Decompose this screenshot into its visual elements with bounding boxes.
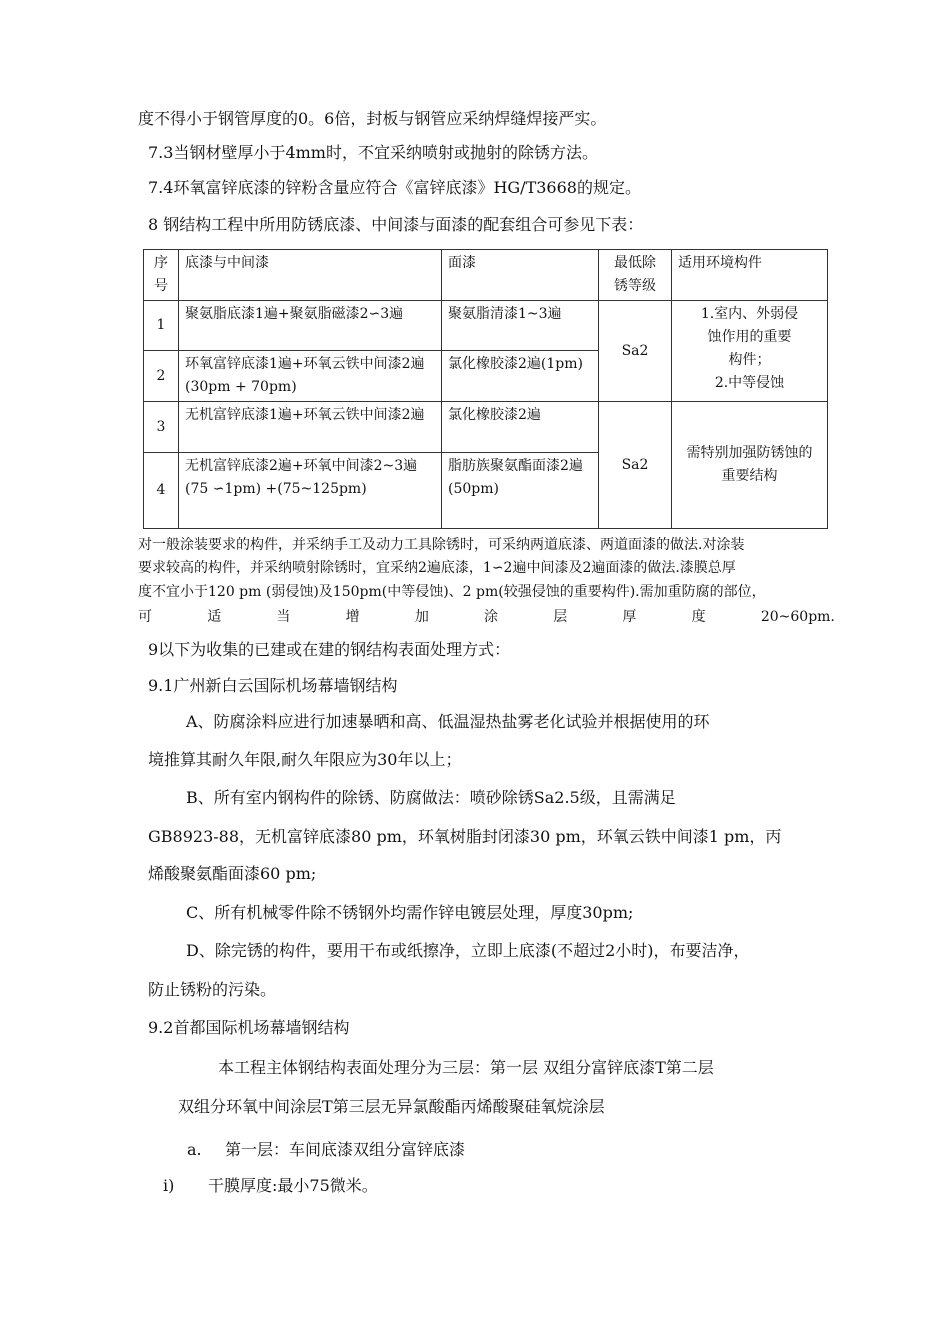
text-line: C、所有机械零件除不锈钢外均需作锌电镀层处理，厚度30pm; bbox=[186, 903, 634, 922]
table-row bbox=[144, 402, 828, 453]
cell-primer: 无机富锌底漆1遍+环氧云铁中间漆2遍 bbox=[179, 402, 442, 453]
cell-topcoat: 氯化橡胶漆2遍 bbox=[442, 402, 599, 453]
cell-no: 1 bbox=[144, 301, 179, 351]
cell-grade: Sa2 bbox=[599, 301, 672, 402]
list-item-text: 第一层：车间底漆双组分富锌底漆 bbox=[225, 1140, 466, 1159]
env-line: 1.室内、外弱侵 bbox=[700, 306, 799, 322]
note-line: 要求较高的构件，并采纳喷射除锈时，宜采纳2遍底漆，1∽2遍中间漆及2遍面漆的做法.漆膜总厚 bbox=[138, 560, 736, 576]
cell-env bbox=[672, 301, 828, 402]
subsection-heading: 9.2首都国际机场幕墙钢结构 bbox=[148, 1018, 350, 1037]
note-line-justified bbox=[138, 607, 835, 627]
text-line: 7.4环氧富锌底漆的锌粉含量应符合《富锌底漆》HG/T3668的规定。 bbox=[148, 178, 641, 197]
cell-primer: 无机富锌底漆2遍+环氧中间漆2~3遍(75 ∽1pm) +(75~125pm) bbox=[179, 453, 442, 529]
text-line: 防止锈粉的污染。 bbox=[148, 980, 277, 999]
note-line: 对一般涂装要求的构件，并采纳手工及动力工具除锈时，可采纳两道底漆、两道面漆的做法.对涂装 bbox=[138, 537, 745, 553]
text-line: 境推算其耐久年限,耐久年限应为30年以上； bbox=[148, 750, 462, 769]
note-word: 层 bbox=[553, 609, 568, 625]
text-line: 7.3当钢材壁厚小于4mm时，不宜采纳喷射或抛射的除锈方法。 bbox=[148, 143, 598, 162]
table-header-row bbox=[144, 250, 828, 301]
text-line: A、防腐涂料应进行加速暴晒和高、低温湿热盐雾老化试验并根据使用的环 bbox=[186, 712, 710, 731]
header-grade: 最低除锈等级 bbox=[599, 250, 672, 301]
cell-primer: 聚氨脂底漆1遍+聚氨脂磁漆2∽3遍 bbox=[179, 301, 442, 351]
table-row bbox=[144, 301, 828, 351]
header-no: 序号 bbox=[144, 250, 179, 301]
note-word: 增 bbox=[345, 609, 360, 625]
cell-topcoat: 氯化橡胶漆2遍(1pm) bbox=[442, 351, 599, 402]
env-line: 构件； bbox=[728, 352, 771, 368]
note-word: 可 bbox=[138, 609, 152, 625]
cell-no: 2 bbox=[144, 351, 179, 402]
text-line: B、所有室内钢构件的除锈、防腐做法：喷砂除锈Sa2.5级，且需满足 bbox=[186, 788, 676, 807]
text-line: 8 钢结构工程中所用防锈底漆、中间漆与面漆的配套组合可参见下表： bbox=[148, 215, 644, 234]
list-item-text: 干膜厚度:最小75微米。 bbox=[208, 1176, 378, 1195]
header-primer: 底漆与中间漆 bbox=[179, 250, 442, 301]
note-line: 度不宜小于120 pm (弱侵蚀)及150pm(中等侵蚀)、2 pm(较强侵蚀的重要构件).需加重防腐的部位， bbox=[138, 584, 766, 600]
text-line: 本工程主体钢结构表面处理分为三层：第一层 双组分富锌底漆T第二层 bbox=[218, 1058, 714, 1077]
cell-grade: Sa2 bbox=[599, 402, 672, 529]
cell-no: 4 bbox=[144, 453, 179, 529]
cell-env: 需特别加强防锈蚀的重要结构 bbox=[672, 402, 828, 529]
note-word: 厚 bbox=[622, 609, 637, 625]
env-line: 蚀作用的重要 bbox=[707, 329, 792, 345]
text-line: GB8923-88，无机富锌底漆80 pm，环氧树脂封闭漆30 pm，环氧云铁中间漆1 pm，丙 bbox=[148, 827, 782, 846]
text-line: 度不得小于钢管厚度的0。6倍，封板与钢管应采纳焊缝焊接严实。 bbox=[138, 109, 607, 128]
cell-topcoat: 聚氨脂清漆1~3遍 bbox=[442, 301, 599, 351]
header-topcoat: 面漆 bbox=[442, 250, 599, 301]
list-marker: i) bbox=[163, 1176, 175, 1195]
section-heading: 9以下为收集的已建或在建的钢结构表面处理方式： bbox=[148, 640, 511, 659]
note-word: 加 bbox=[414, 609, 429, 625]
env-line: 2.中等侵蚀 bbox=[714, 375, 785, 391]
text-line: D、除完锈的构件，要用干布或纸擦净，立即上底漆(不超过2小时)，布要洁净， bbox=[186, 941, 750, 960]
subsection-heading: 9.1广州新白云国际机场幕墙钢结构 bbox=[148, 676, 398, 695]
header-env: 适用环境构件 bbox=[672, 250, 828, 301]
note-word: 度 bbox=[691, 609, 706, 625]
note-word: 当 bbox=[276, 609, 291, 625]
cell-topcoat: 脂肪族聚氨酯面漆2遍(50pm) bbox=[442, 453, 599, 529]
cell-primer: 环氧富锌底漆1遍+环氧云铁中间漆2遍(30pm + 70pm) bbox=[179, 351, 442, 402]
text-line: 双组分环氧中间涂层T第三层无异氯酸酯丙烯酸聚硅氧烷涂层 bbox=[178, 1097, 605, 1116]
cell-no: 3 bbox=[144, 402, 179, 453]
text-line: 烯酸聚氨酯面漆60 pm; bbox=[148, 864, 317, 883]
list-marker: a. bbox=[187, 1140, 202, 1159]
note-word: 20~60pm. bbox=[760, 609, 835, 625]
note-word: 适 bbox=[207, 609, 222, 625]
coating-table bbox=[143, 249, 828, 529]
note-word: 涂 bbox=[484, 609, 499, 625]
